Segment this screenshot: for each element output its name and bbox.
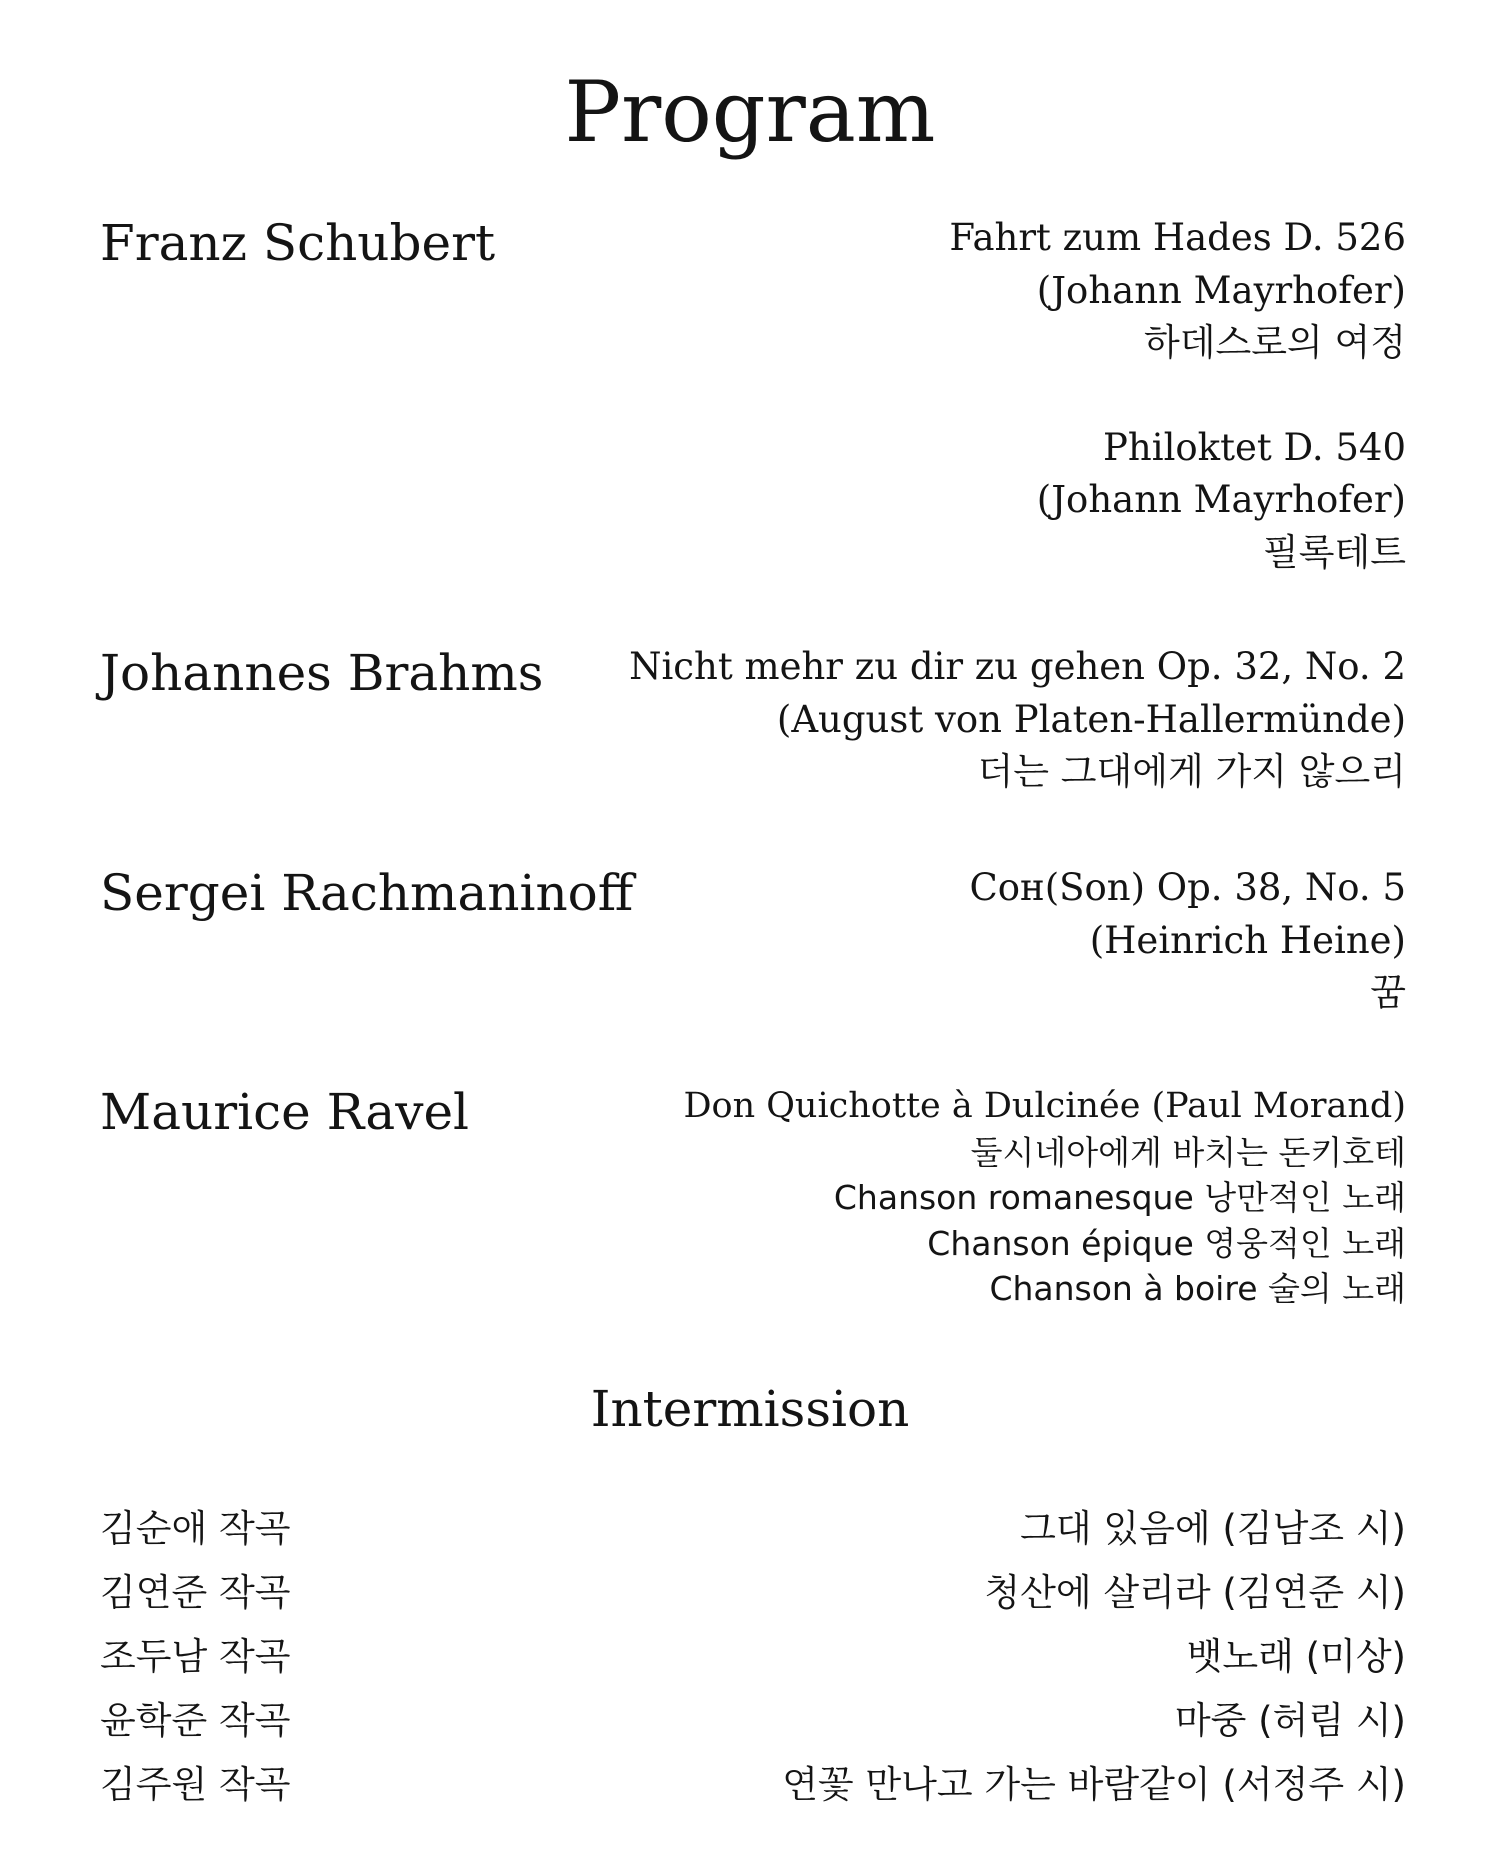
composer-schubert: Franz Schubert: [100, 214, 496, 272]
korean-composer: 김주원 작곡: [100, 1763, 291, 1806]
work-title: Сон(Son) Op. 38, No. 5: [969, 866, 1406, 909]
list-item: [100, 1561, 1406, 1625]
korean-composer: 윤학준 작곡: [100, 1699, 291, 1742]
korean-song: 그대 있음에 (김남조 시): [1020, 1507, 1406, 1550]
korean-composer: 조두남 작곡: [100, 1635, 291, 1678]
movement-line: Chanson épique 영웅적인 노래: [927, 1223, 1406, 1263]
works-brahms: [629, 641, 1406, 799]
composer-rachmaninoff: Sergei Rachmaninoff: [100, 864, 634, 922]
korean-song: 뱃노래 (미상): [1186, 1635, 1406, 1678]
list-item: [100, 1625, 1406, 1689]
work-title: Don Quichotte à Dulcinée (Paul Morand): [683, 1086, 1406, 1126]
works-ravel: [683, 1084, 1406, 1312]
composer-brahms: Johannes Brahms: [100, 644, 544, 702]
korean-song: 마중 (허림 시): [1174, 1699, 1406, 1742]
work-poet: (Johann Mayrhofer): [1036, 268, 1406, 312]
list-item: [100, 1689, 1406, 1753]
work-korean-title: 필록테트: [1263, 530, 1406, 574]
korean-composer: 김연준 작곡: [100, 1571, 291, 1614]
intermission-heading: Intermission: [590, 1380, 910, 1438]
composer-ravel: Maurice Ravel: [100, 1083, 470, 1141]
work-korean-title: 더는 그대에게 가지 않으리: [977, 750, 1406, 793]
list-item: [100, 1497, 1406, 1561]
work-title: Philoktet D. 540: [1103, 425, 1406, 469]
korean-composer: 김순애 작곡: [100, 1507, 291, 1550]
work-poet: (Johann Mayrhofer): [1036, 478, 1406, 521]
list-item: [100, 1753, 1406, 1817]
work-title: Fahrt zum Hades D. 526: [949, 216, 1406, 259]
korean-song: 청산에 살리라 (김연준 시): [984, 1571, 1406, 1614]
work-poet: (August von Platen-Hallermünde): [776, 697, 1406, 741]
works-schubert: [949, 212, 1406, 579]
work-title: Nicht mehr zu dir zu gehen Op. 32, No. 2: [629, 645, 1406, 688]
work-korean-title: 둘시네아에게 바치는 돈키호테: [970, 1132, 1406, 1172]
page-title: Program: [564, 63, 936, 161]
movement-line: Chanson romanesque 낭만적인 노래: [833, 1178, 1406, 1217]
work-poet: (Heinrich Heine): [1089, 918, 1406, 962]
movement-line: Chanson à boire 술의 노래: [989, 1269, 1406, 1308]
works-rachmaninoff: [969, 862, 1406, 1020]
work-korean-title: 하데스로의 여정: [1144, 321, 1406, 364]
korean-song: 연꽃 만나고 가는 바람같이 (서정주 시): [782, 1763, 1406, 1806]
work-korean-title: 꿈: [1370, 971, 1406, 1014]
